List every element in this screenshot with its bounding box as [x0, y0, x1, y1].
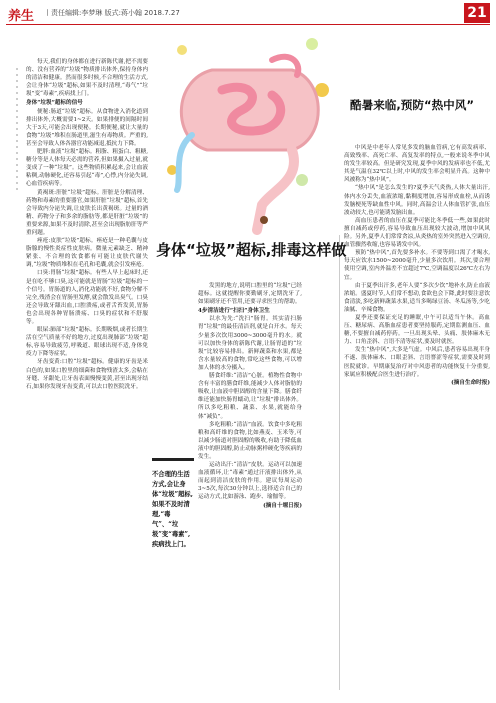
paragraph: 由于夏季出汗多,老年人要“多次少饮”地补水,防止血液浓缩。盛夏时节,人们常不想动,食欲也会下降,此时要注意饮食清淡,多吃新鲜蔬菜水果,适当多喝绿豆汤、冬瓜汤等,少吃油腻、辛辣食物。: [344, 282, 490, 313]
paragraph: 预防“热中风”,首先要多补水。不要等到口渴了才喝水,每天应饮水1500~2000毫升,少量多次饮用。其次,要合理使用空调,室内外温差不宜超过7℃,空调温度以26℃左右为宜。: [344, 250, 490, 281]
paragraph: 口臭:胃肠“垃圾”超标。有些人早上起床时,还是在吃不够口臭,这可能就是胃肠“垃圾”超标的一个信号。胃肠道的人,消化功能就不好,食物分解不完全,残渣会在胃肠里发酵,就会散发出臭气。口臭还会导致牙龈出血,口腔溃疡,或者舌苔发黄,胃肠也会出现各种胃肠溃疡、口臭的症状和不舒服等。: [26, 270, 148, 325]
article-column-1: [26, 58, 148, 698]
paragraph: 黄褐斑:肝脏“垃圾”超标。肝脏是分解清理、药物和毒素的重要器官,如果肝脏“垃圾”超标,首先会导致内分泌失调,让皮肤长出黄褐斑。过量的酒精、药物分子和多余的脂肪等,都是肝脏“垃圾”的重要来源,如果不及时清除,甚至会出现脂肪肝等严重问题。: [26, 189, 148, 236]
bacteria-icon: [306, 38, 318, 50]
pull-quote-bar: [152, 458, 194, 461]
decorative-dots: [14, 66, 20, 192]
page-number: 21: [464, 3, 490, 23]
section-name: 养生: [8, 9, 35, 24]
paragraph: 肥胖:血液“垃圾”超标。粗脂、粗蛋白、粗糖,糖分等是人体每天必需的营养,但如果摄入过量,就变成了一种“垃圾”。这些物质积累起来,会让血液粘稠,动脉硬化,还容易引起“毒”,心悸,内分泌失调,心血管疾病等。: [26, 149, 148, 188]
header-rule: [6, 24, 490, 25]
article-column-3: [344, 144, 490, 694]
subheading: 4步清洁进行“扫扫”身体卫生: [198, 308, 270, 315]
paragraph: 眼屎:肺部“垃圾”超标。长期吸烟,或者长期生活在空气质量不好的地方,过度出现肺部“垃圾”超标,容易导致疲劳,呼吸道、眼球出现不适,身体免疫力下降等症状。: [26, 327, 148, 358]
sidebar-article-title: 酷暑来临,预防“热中风”: [350, 98, 474, 112]
source-byline: (摘自生命时报): [451, 379, 490, 386]
bacteria-icon: [167, 165, 177, 175]
paragraph: 多吃粗粮:“清洁”血液。饮食中多吃粗粮和高纤维的食物,比如燕麦、玉米等,可以减少肠道对胆固醇的吸收,有助于降低血液中的胆固醇,防止动脉粥样硬化等疾病的发生。: [198, 421, 302, 460]
paragraph: 发黑的地方,说明口腔里的“垃圾”已经超标。这就提醒你要勤刷牙,定期洗牙了,如果刷牙还不管用,还要寻求医生的帮助。: [198, 283, 302, 306]
paragraph: 发生“热中风”,大多是气虚。中风后,患者容易出现半身不遂、肢体麻木、口眼歪斜、言语謇涩等症状,需要及时到医院就诊。早期康复治疗对中风患者的功能恢复十分重要,家属应积极配合医生进行治疗。: [344, 347, 490, 378]
paragraph: “热中风”是怎么发生的?夏季天气炎热,人体大量出汗,体内水分丢失,血液浓缩,黏稠度增加,容易形成血栓,从而诱发脑梗死等缺血性中风。同时,高温会让人体血管扩张,血压波动较大,也可能诱发脑出血。: [344, 185, 490, 216]
paragraph: 夏季还要保证充足的睡眠,中午可以适当午休。高血压、糖尿病、高脂血症患者要坚持服药,定期监测血压、血糖,不要擅自减药停药。一旦出现头晕、头痛、肢体麻木无力、口角歪斜、言语不清等症状,要及时就医。: [344, 314, 490, 346]
paragraph: 以水为先:“洗扫”肠胃。其实清扫肠胃“垃圾”的最佳清洁剂,就是白开水。每天少量多次饮用3000~3000毫升的水。就可以加快身体的新陈代谢,让肠胃道的“垃圾”比较容易排出。新鲜蔬菜和水果,都是含水量较高的食物,常吃这些食物,可以增加人体的水分摄入。: [198, 316, 302, 371]
article-headline: 身体“垃圾”超标,排毒这样做: [156, 241, 347, 259]
source-byline: (摘自十堰日报): [263, 502, 302, 509]
subheading: 身体“垃圾”超标的信号: [26, 100, 83, 107]
paragraph: 痤疮:皮肤“垃圾”超标。痤疮是一种毛囊与皮脂腺的慢性炎症性皮肤病。微量元素缺乏、精神紧张、不合理的饮食都有可能让皮肤代谢失调,“垃圾”物质堆积在毛孔和毛囊,就会引发痤疮。: [26, 238, 148, 269]
paragraph: 便秘:肠道“垃圾”超标。从食物进入消化道到排出体外,大概需要1~2天。如果排便的间隔时间大于3天,可能会出现便秘。长期便秘,就让大量的食物“垃圾”堆积在肠道里,滋生有毒物质。严重的,甚至会导致人体各器官功能减退,抵抗力下降。: [26, 108, 148, 147]
paragraph: 运动出汗:“清洁”皮肤。运动可以加速血液循环,让“毒素”通过汗液排出体外,从而起到清洁皮肤的作用。建议每周运动3~5次,每次30分钟以上,选择适合自己的运动方式,比如游泳、跑步、瑜伽等。: [198, 462, 302, 501]
pull-quote: 不合理的生活方式,会让身体“垃圾”超标,如果不及时清理,“毒气”、“垃圾”变“毒素”,疾病找上门。: [152, 471, 193, 548]
intestine-illustration: [152, 30, 342, 235]
paragraph: 每天,我们的身体都在进行新陈代谢,把不需要的、没有营养的“垃圾”物质排出体外,保持身体内的清洁和健康。然而很多时候,不合理的生活方式,会让身体“垃圾”超标,如果不及时清理,“毒气”“垃圾”变“毒素”,疾病找上门。: [26, 59, 148, 98]
bacteria-icon: [177, 45, 187, 55]
paragraph: 牙齿变黄:口腔“垃圾”超标。健康的牙齿是米白色的,如果口腔里的细菌和食物残渣太多,会粘在牙缝、牙龈处,让牙齿表面慢慢变黄,甚至出现牙结石,如果你发现牙齿变黄,可以去口腔医院洗牙。: [26, 359, 148, 390]
paragraph: 中风是中老年人常见多发的脑血管病,它有高发病率、高致残率、高死亡率、高复发率的特点,一般来说冬季中风的发生率较高。但是研究发现,夏季中风的发病率也不低,尤其是气温在32℃以上时,中风的发生率会明显升高。这种中风被称为“热中风”。: [344, 145, 490, 184]
paragraph: 高血压患者的血压在夏季可能比冬季低一些,如果此时擅自减药或停药,容易导致血压出现较大波动,增加中风风险。另外,夏季人们常常贪凉,从炎热的室外突然进入空调房,血管骤然收缩,也容易诱发中风。: [344, 217, 490, 249]
bacteria-icon: [296, 174, 308, 186]
paragraph: 膳食纤维:“清洁”心脏。植物性食物中含有丰富的膳食纤维,能减少人体对脂肪的吸收,让血液中胆固醇的含量下降。膳食纤维还能加快肠胃蠕动,让“垃圾”排出体外。所以多吃粗粮、蔬菜、水果,就能给身体“减负”。: [198, 373, 302, 420]
editor-meta: 丨责任编辑:李梦琳 版式:蒋小翰 2018.7.27: [44, 9, 180, 17]
page-header: [0, 0, 496, 24]
article-column-2: [198, 282, 302, 682]
